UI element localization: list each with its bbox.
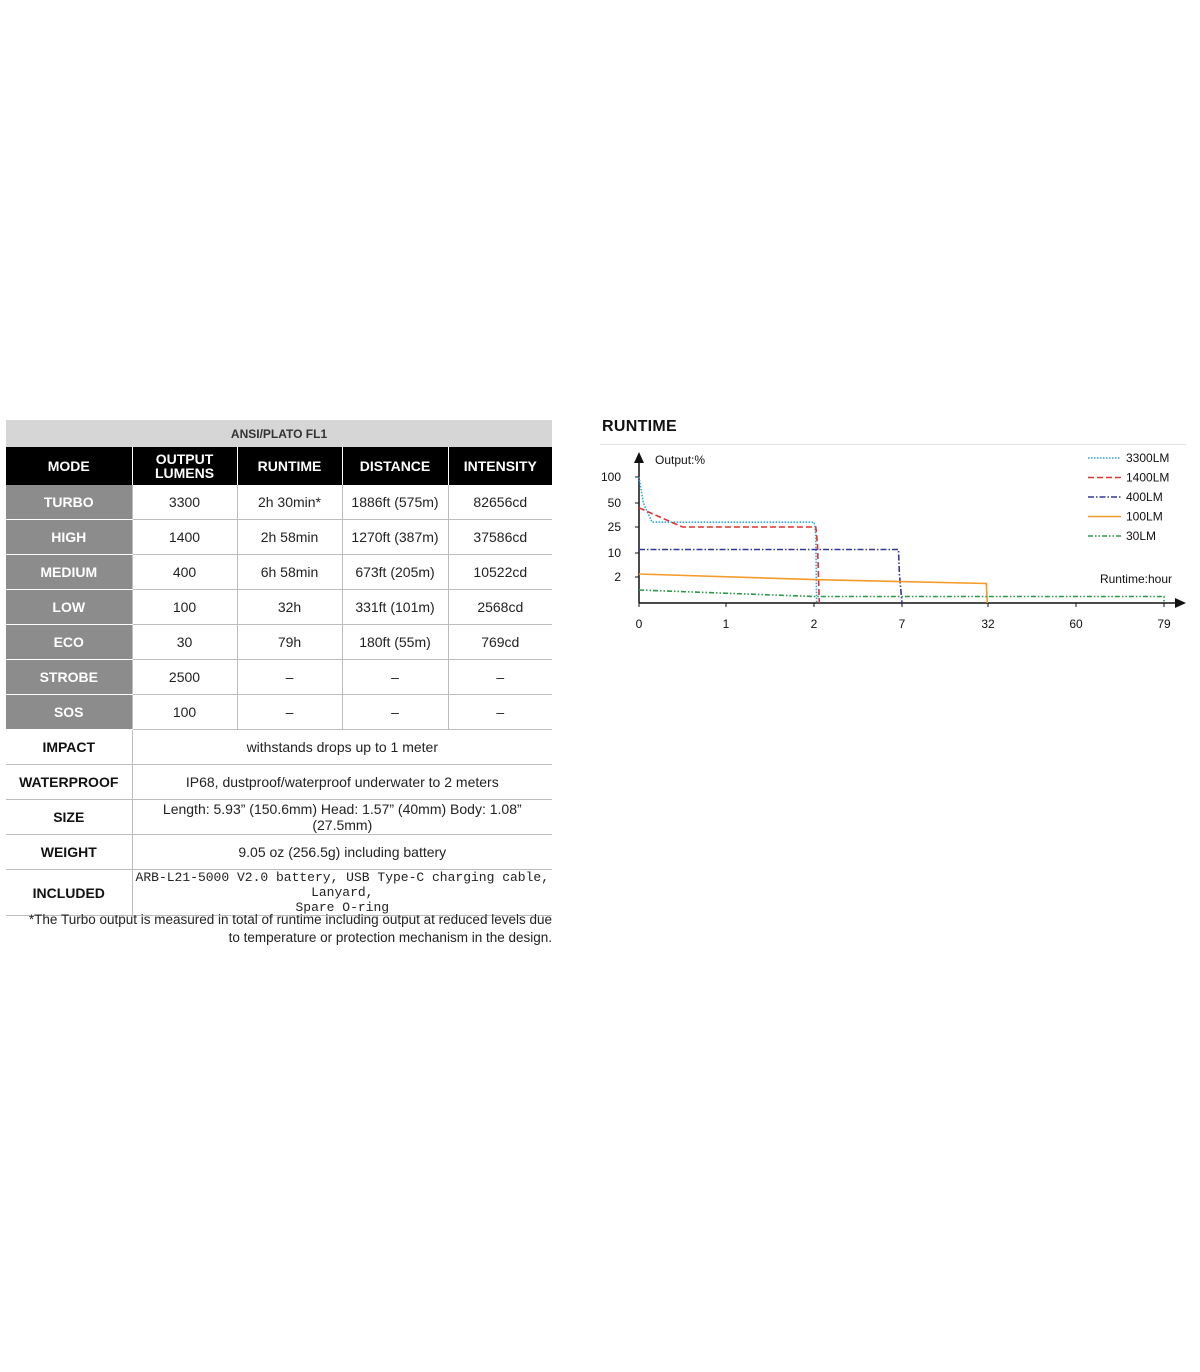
- mode-label: STROBE: [6, 660, 132, 695]
- mode-label: MEDIUM: [6, 555, 132, 590]
- y-tick-label: 25: [607, 520, 621, 534]
- info-label: SIZE: [6, 800, 132, 835]
- y-tick-label: 2: [614, 570, 621, 584]
- distance-cell: –: [342, 695, 448, 730]
- runtime-cell: –: [237, 695, 342, 730]
- legend-label: 100LM: [1126, 509, 1163, 524]
- col-header-intensity: INTENSITY: [448, 447, 552, 485]
- distance-cell: 180ft (55m): [342, 625, 448, 660]
- col-header-distance: DISTANCE: [342, 447, 448, 485]
- mode-row-eco: [6, 625, 552, 660]
- distance-cell: 331ft (101m): [342, 590, 448, 625]
- col-header-lumens: OUTPUT LUMENS: [132, 447, 237, 485]
- x-tick-label: 2: [810, 617, 818, 631]
- mode-label: HIGH: [6, 520, 132, 555]
- info-row-weight: [6, 835, 552, 870]
- x-tick-label: 1: [722, 617, 730, 631]
- mode-row-sos: [6, 695, 552, 730]
- x-tick-label: 32: [981, 617, 995, 631]
- x-tick-label: 7: [898, 617, 906, 631]
- mode-label: SOS: [6, 695, 132, 730]
- turbo-footnote: *The Turbo output is measured in total of runtime including output at reduced levels due to temperature or protection mechanism in the design.: [28, 912, 552, 945]
- intensity-cell: 82656cd: [448, 485, 552, 520]
- y-tick-label: 10: [607, 546, 621, 560]
- distance-cell: 1886ft (575m): [342, 485, 448, 520]
- intensity-cell: 10522cd: [448, 555, 552, 590]
- legend-label: 30LM: [1126, 529, 1157, 543]
- info-value: IP68, dustproof/waterproof underwater to 2 meters: [132, 765, 552, 800]
- runtime-cell: –: [237, 660, 342, 695]
- lumens-cell: 2500: [132, 660, 237, 695]
- lumens-cell: 100: [132, 590, 237, 625]
- distance-cell: 673ft (205m): [342, 555, 448, 590]
- mode-label: LOW: [6, 590, 132, 625]
- runtime-cell: 2h 30min*: [237, 485, 342, 520]
- distance-cell: –: [342, 660, 448, 695]
- intensity-cell: 37586cd: [448, 520, 552, 555]
- mode-row-low: [6, 590, 552, 625]
- info-row-included: [6, 870, 552, 916]
- mode-row-turbo: [6, 485, 552, 520]
- intensity-cell: –: [448, 660, 552, 695]
- y-axis-arrow: [634, 452, 644, 463]
- info-label: INCLUDED: [6, 870, 132, 916]
- runtime-title: RUNTIME: [602, 418, 677, 435]
- runtime-cell: 32h: [237, 590, 342, 625]
- info-value: 9.05 oz (256.5g) including battery: [132, 835, 552, 870]
- mode-row-high: [6, 520, 552, 555]
- standard-header: ANSI/PLATO FL1: [6, 420, 552, 447]
- runtime-cell: 79h: [237, 625, 342, 660]
- info-label: WATERPROOF: [6, 765, 132, 800]
- info-row-impact: [6, 730, 552, 765]
- series-line-3300lm: [639, 477, 817, 603]
- info-row-waterproof: [6, 765, 552, 800]
- spec-table: [6, 420, 552, 916]
- mode-label: ECO: [6, 625, 132, 660]
- distance-cell: 1270ft (387m): [342, 520, 448, 555]
- series-line-100lm: [639, 574, 987, 603]
- runtime-cell: 2h 58min: [237, 520, 342, 555]
- info-label: IMPACT: [6, 730, 132, 765]
- x-axis-arrow: [1175, 598, 1186, 608]
- info-row-size: [6, 800, 552, 835]
- info-value: ARB-L21-5000 V2.0 battery, USB Type-C charging cable, Lanyard, Spare O-ring: [132, 870, 552, 916]
- intensity-cell: 2568cd: [448, 590, 552, 625]
- lumens-cell: 3300: [132, 485, 237, 520]
- mode-row-strobe: [6, 660, 552, 695]
- lumens-cell: 400: [132, 555, 237, 590]
- runtime-cell: 6h 58min: [237, 555, 342, 590]
- y-tick-label: 100: [600, 470, 621, 484]
- lumens-cell: 1400: [132, 520, 237, 555]
- x-tick-label: 60: [1069, 617, 1083, 631]
- intensity-cell: 769cd: [448, 625, 552, 660]
- lumens-cell: 100: [132, 695, 237, 730]
- x-axis-label: Runtime:hour: [1099, 572, 1172, 586]
- info-value: Length: 5.93” (150.6mm) Head: 1.57” (40mm) Body: 1.08” (27.5mm): [132, 800, 552, 835]
- y-axis-label: Output:%: [655, 453, 706, 467]
- x-tick-label: 79: [1157, 617, 1171, 631]
- series-line-400lm: [639, 550, 902, 604]
- x-tick-label: 0: [635, 617, 643, 631]
- legend-label: 400LM: [1126, 490, 1163, 504]
- info-value: withstands drops up to 1 meter: [132, 730, 552, 765]
- lumens-cell: 30: [132, 625, 237, 660]
- col-header-mode: MODE: [6, 447, 132, 485]
- legend-label: 1400LM: [1126, 470, 1170, 485]
- mode-row-medium: [6, 555, 552, 590]
- mode-label: TURBO: [6, 485, 132, 520]
- runtime-chart: [590, 445, 1190, 645]
- col-header-runtime: RUNTIME: [237, 447, 342, 485]
- y-tick-label: 50: [607, 496, 621, 510]
- legend-label: 3300LM: [1126, 451, 1170, 465]
- info-label: WEIGHT: [6, 835, 132, 870]
- intensity-cell: –: [448, 695, 552, 730]
